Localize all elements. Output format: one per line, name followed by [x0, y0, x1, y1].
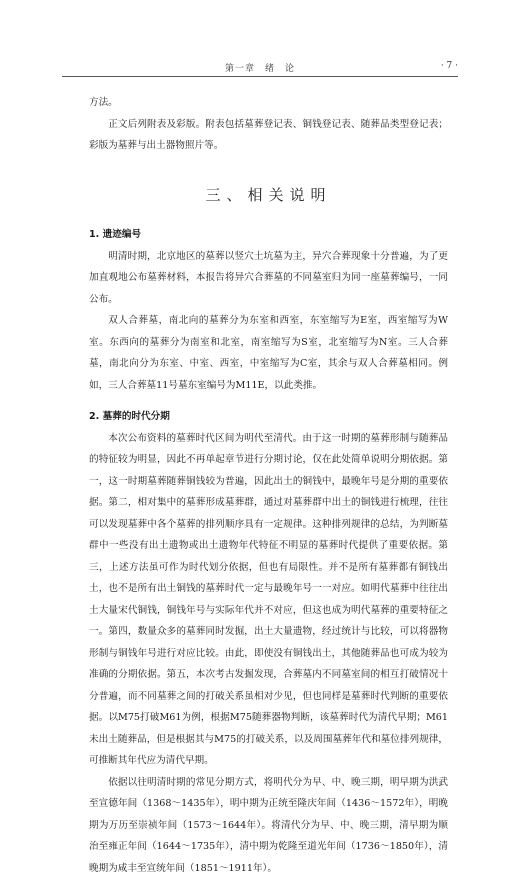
chapter-title: 第一章 绪 论: [62, 61, 458, 74]
section-title: 三、相关说明: [89, 185, 448, 207]
page-body: [89, 92, 448, 879]
paragraph: 明清时期，北京地区的墓葬以竖穴土坑墓为主，异穴合葬现象十分普遍，为了更加直观地公布墓葬材料，本报告将异穴合葬墓的不同墓室归为同一座墓葬编号，一同公布。: [89, 246, 448, 311]
paragraph: 本次公布资料的墓葬时代区间为明代至清代。由于这一时期的墓葬形制与随葬品的特征较为明显，因此不再单起章节进行分期讨论，仅在此处简单说明分期依据。第一，这一时期墓葬随葬铜钱较为普遍，因此出土的铜钱中，最晚年号是分期的重要依据。第二，相对集中的墓葬形成墓葬群，通过对墓葬群中出土的铜钱进行梳理，往往可以发现墓葬中各个墓葬的排列顺序具有一定规律。这种排列规律的总结，为判断墓群中一些没有出土遗物或出土遗物年代特征不明显的墓葬时代提供了重要依据。第三，上述方法虽可作为时代划分依据，但也有局限性。并不是所有墓葬都有铜钱出土，也不是所有出土铜钱的墓葬时代一定与最晚年号一一对应。如明代墓葬中往往出土大量宋代铜钱，铜钱年号与实际年代并不对应，但这也成为明代墓葬的重要特征之一。第四，数量众多的墓葬同时发掘，出土大量遗物，经过统计与比较，可以将器物形制与铜钱年号进行对应比较。由此，即使没有铜钱出土，其他随葬品也可成为较为准确的分期依据。第五，本次考古发掘发现，合葬墓内不同墓室间的相互打破情况十分普遍，而不同墓葬之间的打破关系虽相对少见，但也同样是墓葬时代判断的重要依据。以M75打破M61为例，根据M75随葬器物判断，该墓葬时代为清代早期；M61未出土随葬品，但是根据其与M75的打破关系，以及周围墓葬年代和墓位排列规律，可推断其年代应为清代早期。: [89, 428, 448, 772]
subsection-heading-numbering: 1. 遗迹编号: [89, 224, 448, 246]
intro-paragraph: 正文后列附表及彩版。附表包括墓葬登记表、铜钱登记表、随葬品类型登记表；彩版为墓葬与出土器物照片等。: [89, 114, 448, 157]
running-header: [62, 58, 458, 77]
page-number: · 7 ·: [441, 61, 458, 71]
paragraph: 依据以往明清时期的常见分期方式，将明代分为早、中、晚三期，明早期为洪武至宣德年间（1368～1435年），明中期为正统至隆庆年间（1436～1572年），明晚期为万历至崇祯年间（1573～1644年）。将清代分为早、中、晚三期，清早期为顺治至雍正年间（1644～1735年），清中期为乾隆至道光年间（1736～1850年），清晚期为咸丰至宣统年间（1851～1911年）。: [89, 772, 448, 879]
paragraph: 双人合葬墓，南北向的墓葬分为东室和西室，东室缩写为E室，西室缩写为W室。东西向的墓葬分为南室和北室，南室缩写为S室，北室缩写为N室。三人合葬墓，南北向分为东室、中室、西室，中室缩写为C室，其余与双人合葬墓相同。例如，三人合葬墓11号墓东室编号为M11E，以此类推。: [89, 310, 448, 396]
intro-fragment: 方法。: [89, 92, 448, 114]
subsection-heading-dating: 2. 墓葬的时代分期: [89, 406, 448, 428]
